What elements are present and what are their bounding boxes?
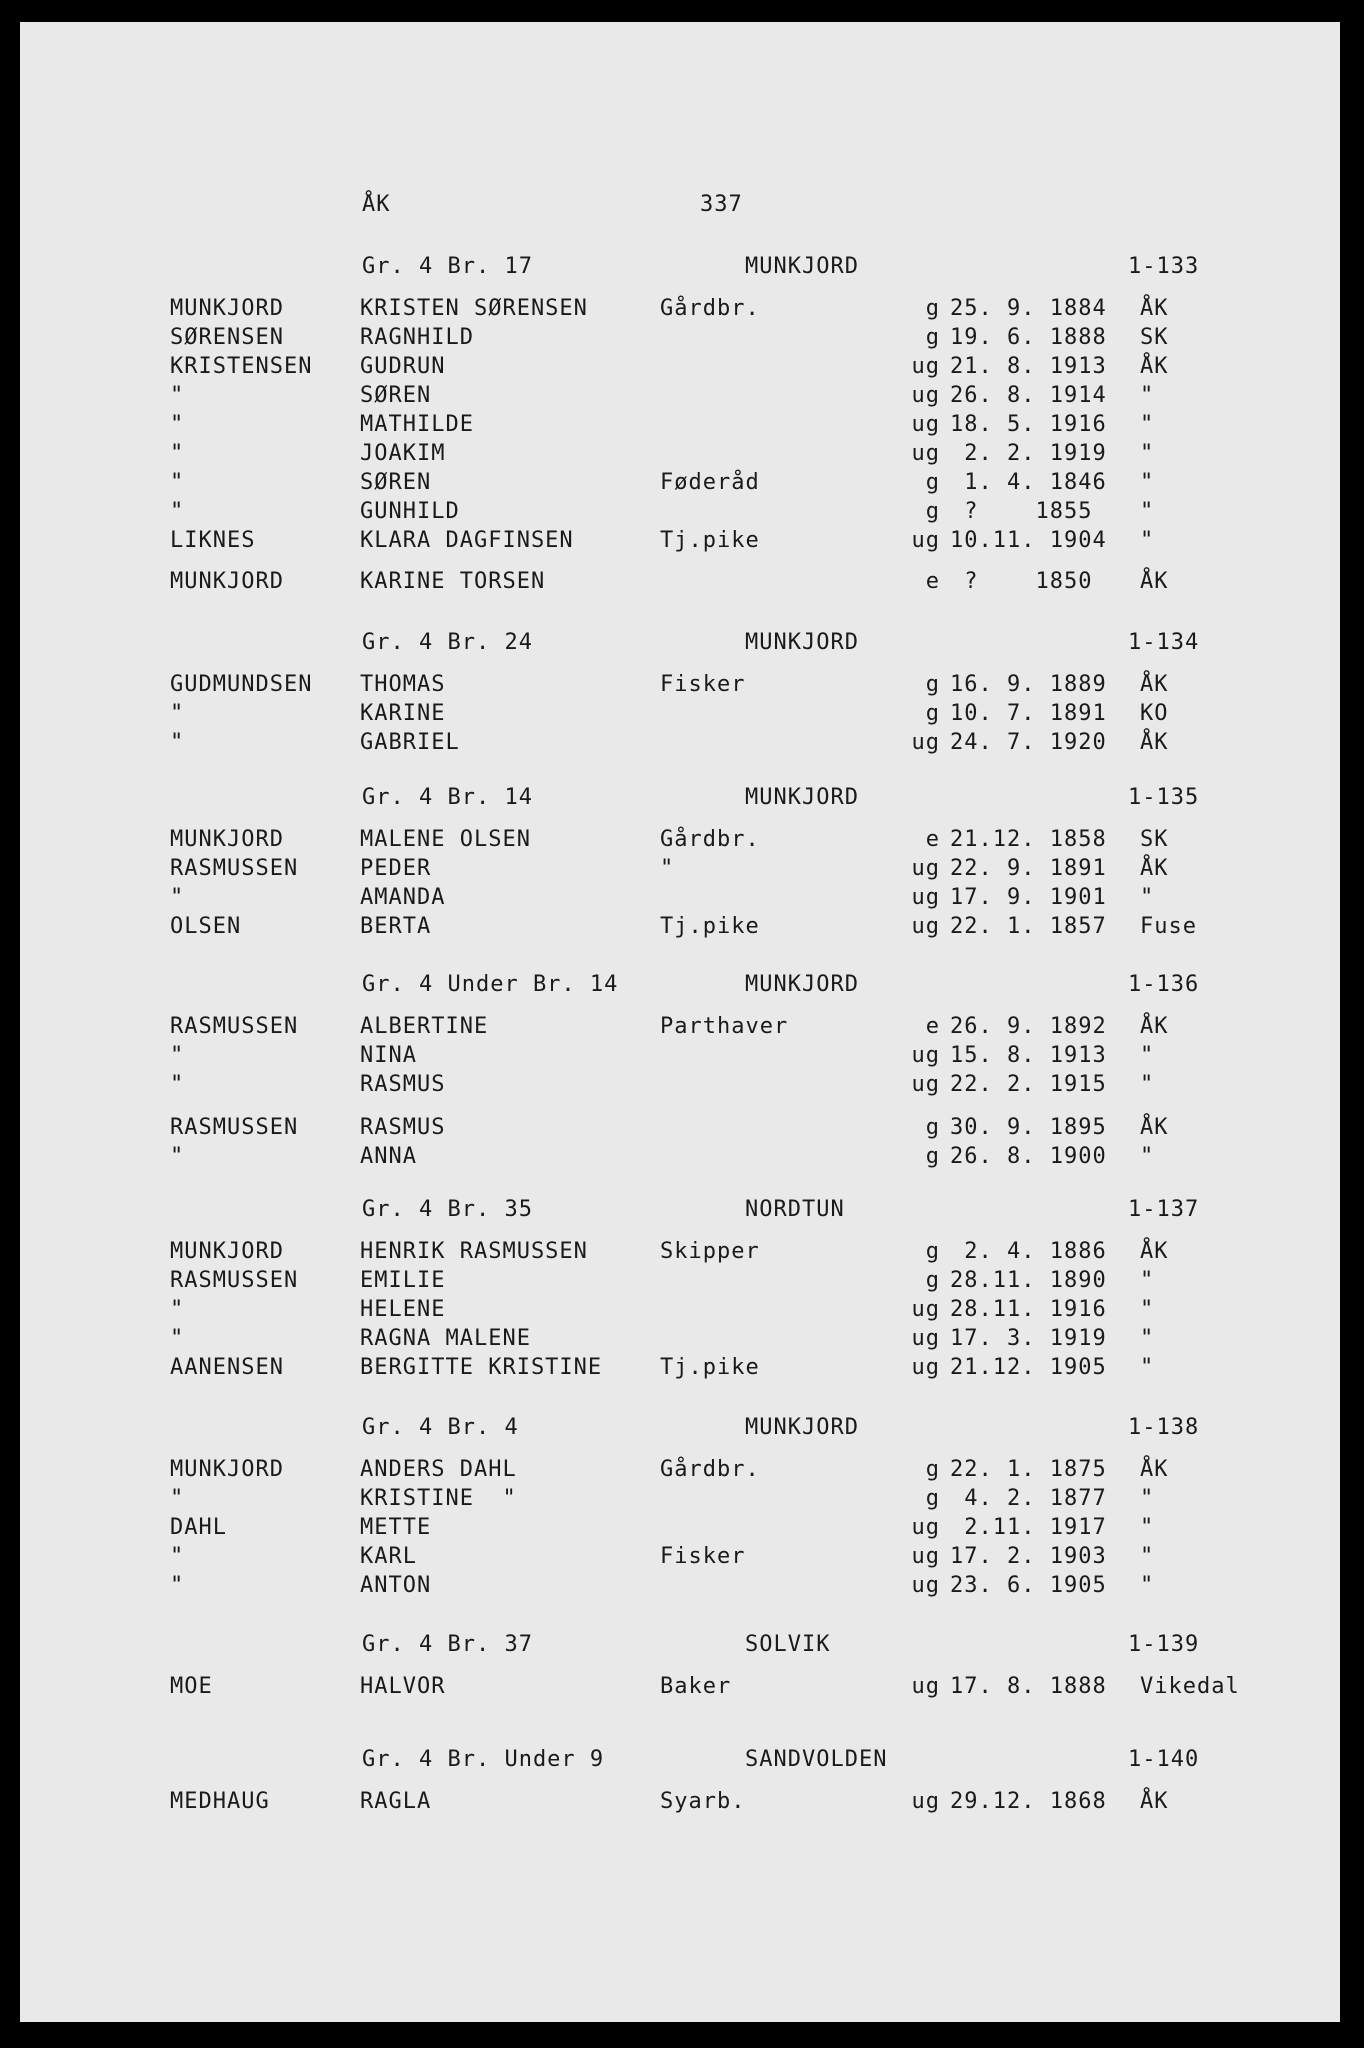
status-cell: ug <box>911 354 940 379</box>
place-cell: " <box>1140 1355 1155 1380</box>
given-name-cell: RASMUS <box>360 1072 446 1097</box>
surname-cell: " <box>170 1486 185 1511</box>
table-row <box>20 354 1340 384</box>
given-name-cell: BERTA <box>360 914 432 939</box>
table-row <box>20 383 1340 413</box>
place-cell: " <box>1140 1072 1155 1097</box>
occupation-cell: Parthaver <box>660 1014 789 1039</box>
status-cell: ug <box>911 1355 940 1380</box>
surname-cell: " <box>170 383 185 408</box>
given-name-cell: MALENE OLSEN <box>360 827 531 852</box>
surname-cell: OLSEN <box>170 914 242 939</box>
status-cell: g <box>925 701 940 726</box>
status-cell: g <box>925 672 940 697</box>
surname-cell: MUNKJORD <box>170 296 284 321</box>
section-gr-br: Gr. 4 Under Br. 14 <box>362 972 619 997</box>
date-cell: 1. 4. 1846 <box>950 470 1107 495</box>
section-farm: NORDTUN <box>745 1197 845 1222</box>
place-cell: ÅK <box>1140 1014 1169 1039</box>
surname-cell: " <box>170 470 185 495</box>
occupation-cell: Fisker <box>660 672 746 697</box>
place-cell: " <box>1140 1326 1155 1351</box>
status-cell: ug <box>911 1515 940 1540</box>
table-row <box>20 1072 1340 1102</box>
place-cell: " <box>1140 885 1155 910</box>
given-name-cell: RASMUS <box>360 1115 446 1140</box>
occupation-cell: Tj.pike <box>660 528 760 553</box>
place-cell: ÅK <box>1140 354 1169 379</box>
given-name-cell: RAGLA <box>360 1789 432 1814</box>
place-cell: ÅK <box>1140 856 1169 881</box>
date-cell: 2.11. 1917 <box>950 1515 1107 1540</box>
surname-cell: " <box>170 412 185 437</box>
given-name-cell: GUNHILD <box>360 499 460 524</box>
status-cell: ug <box>911 1789 940 1814</box>
place-cell: ÅK <box>1140 296 1169 321</box>
place-cell: ÅK <box>1140 1789 1169 1814</box>
status-cell: g <box>925 1457 940 1482</box>
place-cell: ÅK <box>1140 672 1169 697</box>
status-cell: ug <box>911 1043 940 1068</box>
date-cell: 2. 2. 1919 <box>950 441 1107 466</box>
status-cell: g <box>925 1486 940 1511</box>
section-number: 1-134 <box>1128 630 1200 655</box>
table-row <box>20 1457 1340 1487</box>
surname-cell: " <box>170 1326 185 1351</box>
place-cell: SK <box>1140 325 1169 350</box>
section-header <box>20 254 1340 284</box>
status-cell: g <box>925 470 940 495</box>
section-farm: MUNKJORD <box>745 254 859 279</box>
status-cell: e <box>925 569 940 594</box>
given-name-cell: KARL <box>360 1544 417 1569</box>
given-name-cell: PEDER <box>360 856 432 881</box>
place-cell: KO <box>1140 701 1169 726</box>
date-cell: 21. 8. 1913 <box>950 354 1107 379</box>
status-cell: ug <box>911 1326 940 1351</box>
place-cell: SK <box>1140 827 1169 852</box>
given-name-cell: SØREN <box>360 383 432 408</box>
status-cell: ug <box>911 1674 940 1699</box>
given-name-cell: ANTON <box>360 1573 432 1598</box>
table-row <box>20 412 1340 442</box>
section-gr-br: Gr. 4 Br. 4 <box>362 1415 519 1440</box>
place-cell: " <box>1140 470 1155 495</box>
table-row <box>20 1268 1340 1298</box>
date-cell: 30. 9. 1895 <box>950 1115 1107 1140</box>
status-cell: ug <box>911 1573 940 1598</box>
section-header <box>20 1415 1340 1445</box>
place-cell: " <box>1140 1544 1155 1569</box>
occupation-cell: " <box>660 856 675 881</box>
table-row <box>20 914 1340 944</box>
table-row <box>20 885 1340 915</box>
surname-cell: " <box>170 441 185 466</box>
table-row <box>20 470 1340 500</box>
surname-cell: " <box>170 885 185 910</box>
place-cell: " <box>1140 1144 1155 1169</box>
given-name-cell: RAGNHILD <box>360 325 474 350</box>
status-cell: ug <box>911 1072 940 1097</box>
surname-cell: AANENSEN <box>170 1355 284 1380</box>
date-cell: 28.11. 1916 <box>950 1297 1107 1322</box>
place-cell: " <box>1140 528 1155 553</box>
date-cell: 26. 8. 1900 <box>950 1144 1107 1169</box>
surname-cell: MUNKJORD <box>170 827 284 852</box>
status-cell: g <box>925 1144 940 1169</box>
given-name-cell: GABRIEL <box>360 730 460 755</box>
table-row <box>20 1544 1340 1574</box>
place-cell: ÅK <box>1140 1239 1169 1264</box>
date-cell: 17. 9. 1901 <box>950 885 1107 910</box>
status-cell: ug <box>911 383 940 408</box>
date-cell: 22. 9. 1891 <box>950 856 1107 881</box>
occupation-cell: Gårdbr. <box>660 1457 760 1482</box>
given-name-cell: EMILIE <box>360 1268 446 1293</box>
date-cell: 25. 9. 1884 <box>950 296 1107 321</box>
surname-cell: " <box>170 1043 185 1068</box>
given-name-cell: JOAKIM <box>360 441 446 466</box>
status-cell: g <box>925 1268 940 1293</box>
given-name-cell: ANNA <box>360 1144 417 1169</box>
surname-cell: GUDMUNDSEN <box>170 672 313 697</box>
given-name-cell: HENRIK RASMUSSEN <box>360 1239 588 1264</box>
given-name-cell: KARINE TORSEN <box>360 569 546 594</box>
table-row <box>20 672 1340 702</box>
table-row <box>20 701 1340 731</box>
date-cell: 15. 8. 1913 <box>950 1043 1107 1068</box>
section-gr-br: Gr. 4 Br. Under 9 <box>362 1747 605 1772</box>
status-cell: e <box>925 1014 940 1039</box>
section-number: 1-140 <box>1128 1747 1200 1772</box>
surname-cell: MUNKJORD <box>170 569 284 594</box>
status-cell: ug <box>911 1544 940 1569</box>
date-cell: 2. 4. 1886 <box>950 1239 1107 1264</box>
given-name-cell: KLARA DAGFINSEN <box>360 528 574 553</box>
section-header <box>20 630 1340 660</box>
date-cell: 17. 2. 1903 <box>950 1544 1107 1569</box>
surname-cell: MEDHAUG <box>170 1789 270 1814</box>
date-cell: 4. 2. 1877 <box>950 1486 1107 1511</box>
date-cell: 17. 3. 1919 <box>950 1326 1107 1351</box>
given-name-cell: METTE <box>360 1515 432 1540</box>
occupation-cell: Syarb. <box>660 1789 746 1814</box>
table-row <box>20 1043 1340 1073</box>
date-cell: 23. 6. 1905 <box>950 1573 1107 1598</box>
surname-cell: " <box>170 730 185 755</box>
status-cell: ug <box>911 885 940 910</box>
date-cell: 17. 8. 1888 <box>950 1674 1107 1699</box>
section-number: 1-138 <box>1128 1415 1200 1440</box>
section-gr-br: Gr. 4 Br. 35 <box>362 1197 533 1222</box>
given-name-cell: NINA <box>360 1043 417 1068</box>
section-header <box>20 1197 1340 1227</box>
date-cell: 10.11. 1904 <box>950 528 1107 553</box>
section-gr-br: Gr. 4 Br. 24 <box>362 630 533 655</box>
place-cell: " <box>1140 1486 1155 1511</box>
section-farm: MUNKJORD <box>745 630 859 655</box>
status-cell: g <box>925 499 940 524</box>
surname-cell: " <box>170 499 185 524</box>
given-name-cell: RAGNA MALENE <box>360 1326 531 1351</box>
section-number: 1-133 <box>1128 254 1200 279</box>
surname-cell: MUNKJORD <box>170 1457 284 1482</box>
table-row <box>20 827 1340 857</box>
table-row <box>20 1789 1340 1819</box>
given-name-cell: MATHILDE <box>360 412 474 437</box>
place-cell: " <box>1140 412 1155 437</box>
table-row <box>20 1144 1340 1174</box>
date-cell: 19. 6. 1888 <box>950 325 1107 350</box>
date-cell: 26. 9. 1892 <box>950 1014 1107 1039</box>
occupation-cell: Fisker <box>660 1544 746 1569</box>
table-row <box>20 1573 1340 1603</box>
occupation-cell: Baker <box>660 1674 732 1699</box>
surname-cell: " <box>170 701 185 726</box>
section-farm: SANDVOLDEN <box>745 1747 888 1772</box>
place-cell: " <box>1140 441 1155 466</box>
place-cell: ÅK <box>1140 1115 1169 1140</box>
surname-cell: RASMUSSEN <box>170 856 299 881</box>
status-cell: g <box>925 1115 940 1140</box>
place-cell: Vikedal <box>1140 1674 1240 1699</box>
occupation-cell: Føderåd <box>660 470 760 495</box>
given-name-cell: ANDERS DAHL <box>360 1457 517 1482</box>
document-page <box>20 22 1340 2022</box>
date-cell: 22. 1. 1857 <box>950 914 1107 939</box>
given-name-cell: AMANDA <box>360 885 446 910</box>
section-number: 1-135 <box>1128 785 1200 810</box>
table-row <box>20 441 1340 471</box>
page-number: 337 <box>700 192 743 217</box>
date-cell: ? 1855 <box>950 499 1093 524</box>
table-row <box>20 1297 1340 1327</box>
section-number: 1-136 <box>1128 972 1200 997</box>
surname-cell: RASMUSSEN <box>170 1115 299 1140</box>
occupation-cell: Tj.pike <box>660 1355 760 1380</box>
surname-cell: RASMUSSEN <box>170 1268 299 1293</box>
section-number: 1-139 <box>1128 1632 1200 1657</box>
table-row <box>20 856 1340 886</box>
table-row <box>20 569 1340 599</box>
table-row <box>20 730 1340 760</box>
place-cell: " <box>1140 1515 1155 1540</box>
date-cell: ? 1850 <box>950 569 1093 594</box>
surname-cell: " <box>170 1072 185 1097</box>
date-cell: 16. 9. 1889 <box>950 672 1107 697</box>
table-row <box>20 1115 1340 1145</box>
given-name-cell: KRISTINE " <box>360 1486 517 1511</box>
header-left: ÅK <box>362 192 391 217</box>
section-gr-br: Gr. 4 Br. 14 <box>362 785 533 810</box>
given-name-cell: KARINE <box>360 701 446 726</box>
section-gr-br: Gr. 4 Br. 37 <box>362 1632 533 1657</box>
given-name-cell: SØREN <box>360 470 432 495</box>
place-cell: ÅK <box>1140 1457 1169 1482</box>
section-header <box>20 972 1340 1002</box>
status-cell: ug <box>911 412 940 437</box>
place-cell: " <box>1140 1268 1155 1293</box>
table-row <box>20 325 1340 355</box>
date-cell: 10. 7. 1891 <box>950 701 1107 726</box>
surname-cell: " <box>170 1544 185 1569</box>
surname-cell: MOE <box>170 1674 213 1699</box>
surname-cell: MUNKJORD <box>170 1239 284 1264</box>
section-farm: MUNKJORD <box>745 785 859 810</box>
status-cell: g <box>925 296 940 321</box>
section-gr-br: Gr. 4 Br. 17 <box>362 254 533 279</box>
section-farm: MUNKJORD <box>745 1415 859 1440</box>
section-header <box>20 1632 1340 1662</box>
table-row <box>20 499 1340 529</box>
date-cell: 29.12. 1868 <box>950 1789 1107 1814</box>
given-name-cell: BERGITTE KRISTINE <box>360 1355 603 1380</box>
given-name-cell: GUDRUN <box>360 354 446 379</box>
status-cell: ug <box>911 1297 940 1322</box>
table-row <box>20 1486 1340 1516</box>
section-header <box>20 1747 1340 1777</box>
table-row <box>20 296 1340 326</box>
place-cell: Fuse <box>1140 914 1197 939</box>
occupation-cell: Tj.pike <box>660 914 760 939</box>
surname-cell: " <box>170 1297 185 1322</box>
table-row <box>20 528 1340 558</box>
surname-cell: SØRENSEN <box>170 325 284 350</box>
date-cell: 26. 8. 1914 <box>950 383 1107 408</box>
place-cell: ÅK <box>1140 569 1169 594</box>
table-row <box>20 1239 1340 1269</box>
table-row <box>20 1014 1340 1044</box>
status-cell: ug <box>911 441 940 466</box>
place-cell: " <box>1140 383 1155 408</box>
status-cell: ug <box>911 730 940 755</box>
date-cell: 22. 1. 1875 <box>950 1457 1107 1482</box>
date-cell: 21.12. 1858 <box>950 827 1107 852</box>
status-cell: ug <box>911 528 940 553</box>
date-cell: 21.12. 1905 <box>950 1355 1107 1380</box>
status-cell: ug <box>911 914 940 939</box>
given-name-cell: KRISTEN SØRENSEN <box>360 296 588 321</box>
surname-cell: " <box>170 1573 185 1598</box>
table-row <box>20 1326 1340 1356</box>
date-cell: 28.11. 1890 <box>950 1268 1107 1293</box>
occupation-cell: Gårdbr. <box>660 827 760 852</box>
surname-cell: LIKNES <box>170 528 256 553</box>
status-cell: ug <box>911 856 940 881</box>
place-cell: ÅK <box>1140 730 1169 755</box>
given-name-cell: HALVOR <box>360 1674 446 1699</box>
date-cell: 24. 7. 1920 <box>950 730 1107 755</box>
section-farm: MUNKJORD <box>745 972 859 997</box>
given-name-cell: THOMAS <box>360 672 446 697</box>
status-cell: e <box>925 827 940 852</box>
given-name-cell: HELENE <box>360 1297 446 1322</box>
occupation-cell: Skipper <box>660 1239 760 1264</box>
occupation-cell: Gårdbr. <box>660 296 760 321</box>
surname-cell: DAHL <box>170 1515 227 1540</box>
surname-cell: " <box>170 1144 185 1169</box>
surname-cell: KRISTENSEN <box>170 354 313 379</box>
section-number: 1-137 <box>1128 1197 1200 1222</box>
table-row <box>20 1674 1340 1704</box>
date-cell: 18. 5. 1916 <box>950 412 1107 437</box>
status-cell: g <box>925 1239 940 1264</box>
table-row <box>20 1515 1340 1545</box>
section-header <box>20 785 1340 815</box>
status-cell: g <box>925 325 940 350</box>
table-row <box>20 1355 1340 1385</box>
date-cell: 22. 2. 1915 <box>950 1072 1107 1097</box>
place-cell: " <box>1140 1573 1155 1598</box>
section-farm: SOLVIK <box>745 1632 831 1657</box>
place-cell: " <box>1140 1297 1155 1322</box>
surname-cell: RASMUSSEN <box>170 1014 299 1039</box>
given-name-cell: ALBERTINE <box>360 1014 489 1039</box>
place-cell: " <box>1140 499 1155 524</box>
place-cell: " <box>1140 1043 1155 1068</box>
